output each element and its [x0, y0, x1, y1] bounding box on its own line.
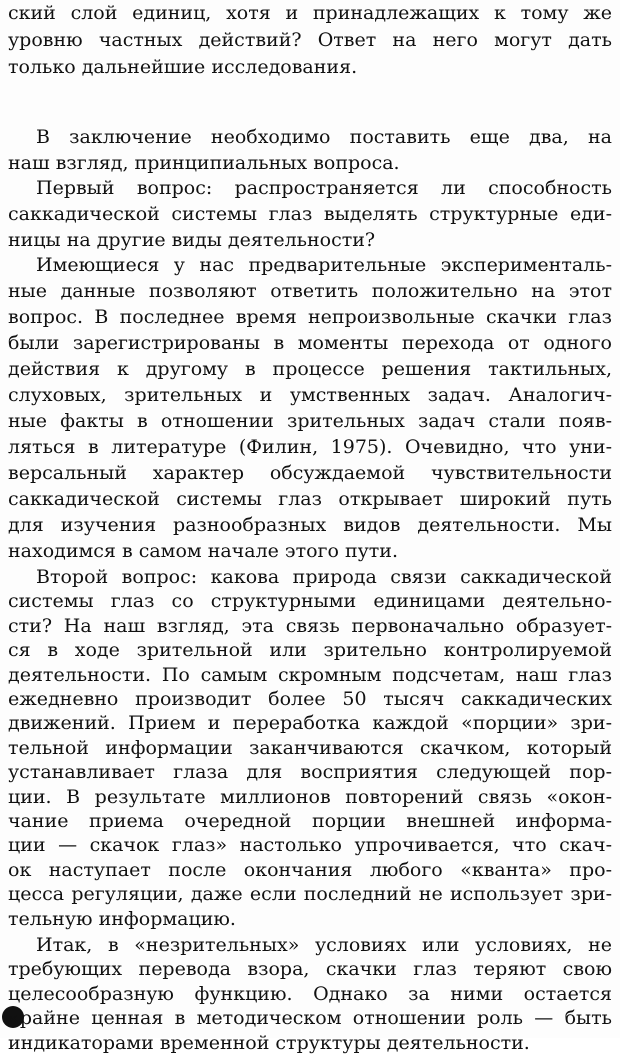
text-line: ся в ходе зрительной или зрительно контролируемой	[8, 639, 612, 662]
text-line: действия к другому в процессе решения тактильных,	[8, 358, 612, 380]
text-line: деятельности. По самым скромным подсчетам, наш глаз	[8, 663, 612, 686]
text-line: индикаторами временной структуры деятельности.	[8, 1031, 530, 1054]
text-line: уровню частных действий? Ответ на него могут дать	[8, 29, 612, 51]
text-line: крайне ценная в методическом отношении роль — быть	[8, 1007, 612, 1030]
text-line: Итак, в «незрительных» условиях или условиях, не	[36, 934, 612, 956]
text-line: были зарегистрированы в моменты перехода от одного	[8, 332, 612, 354]
text-line: вопрос. В последнее время непроизвольные скачки глаз	[8, 306, 612, 328]
text-line: саккадической системы глаз открывает широкий путь	[8, 488, 612, 510]
text-line: ные данные позволяют ответить положительно на этот	[8, 280, 612, 302]
text-line: сти? На наш взгляд, эта связь первоначально образует-	[8, 614, 612, 637]
text-line: устанавливает глаза для восприятия следующей пор-	[8, 761, 612, 784]
text-line: движений. Прием и переработка каждой «порции» зри-	[8, 712, 612, 735]
text-line: Второй вопрос: какова природа связи саккадической	[36, 566, 612, 588]
text-line: для изучения разнообразных видов деятельности. Мы	[8, 514, 612, 536]
text-line: требующих перевода взора, скачки глаз теряют свою	[8, 958, 612, 981]
text-line: саккадической системы глаз выделять структурные еди-	[8, 203, 612, 225]
text-line: Имеющиеся у нас предварительные эксперименталь-	[36, 254, 612, 276]
text-line: ные факты в отношении зрительных задач стали появ-	[8, 410, 612, 432]
text-line: только дальнейшие исследования.	[8, 56, 358, 78]
text-line: ежедневно производит более 50 тысяч саккадических	[8, 688, 612, 710]
text-line: ляться в литературе (Филин, 1975). Очевидно, что уни-	[8, 436, 612, 458]
text-line: тельную информацию.	[8, 907, 236, 930]
text-line: чание приема очередной порции внешней информа-	[8, 810, 612, 832]
text-line: целесообразную функцию. Однако за ними остается	[8, 982, 612, 1005]
text-line: тельной информации заканчиваются скачком, который	[8, 736, 612, 759]
text-line: ский слой единиц, хотя и принадлежащих к тому же	[8, 2, 612, 24]
text-line: ницы на другие виды деятельности?	[8, 229, 376, 251]
text-line: ок наступает после окончания любого «кванта» про-	[8, 858, 612, 881]
text-line: версальный характер обсуждаемой чувствительности	[8, 462, 612, 484]
text-line: системы глаз со структурными единицами деятельно-	[8, 590, 612, 613]
text-line: находимся в самом начале этого пути.	[8, 540, 399, 562]
text-line: ции — скачок глаз» настолько упрочивается, что скач-	[8, 834, 612, 857]
text-line: слуховых, зрительных и умственных задач. Аналогич-	[8, 384, 612, 406]
text-line: ции. В результате миллионов повторений связь «окон-	[8, 785, 612, 808]
text-line: наш взгляд, принципиальных вопроса.	[8, 152, 400, 174]
text-line: цесса регуляции, даже если последний не использует зри-	[8, 883, 612, 906]
text-line: Первый вопрос: распространяется ли способность	[36, 177, 612, 199]
text-line: В заключение необходимо поставить еще два, на	[36, 126, 612, 148]
